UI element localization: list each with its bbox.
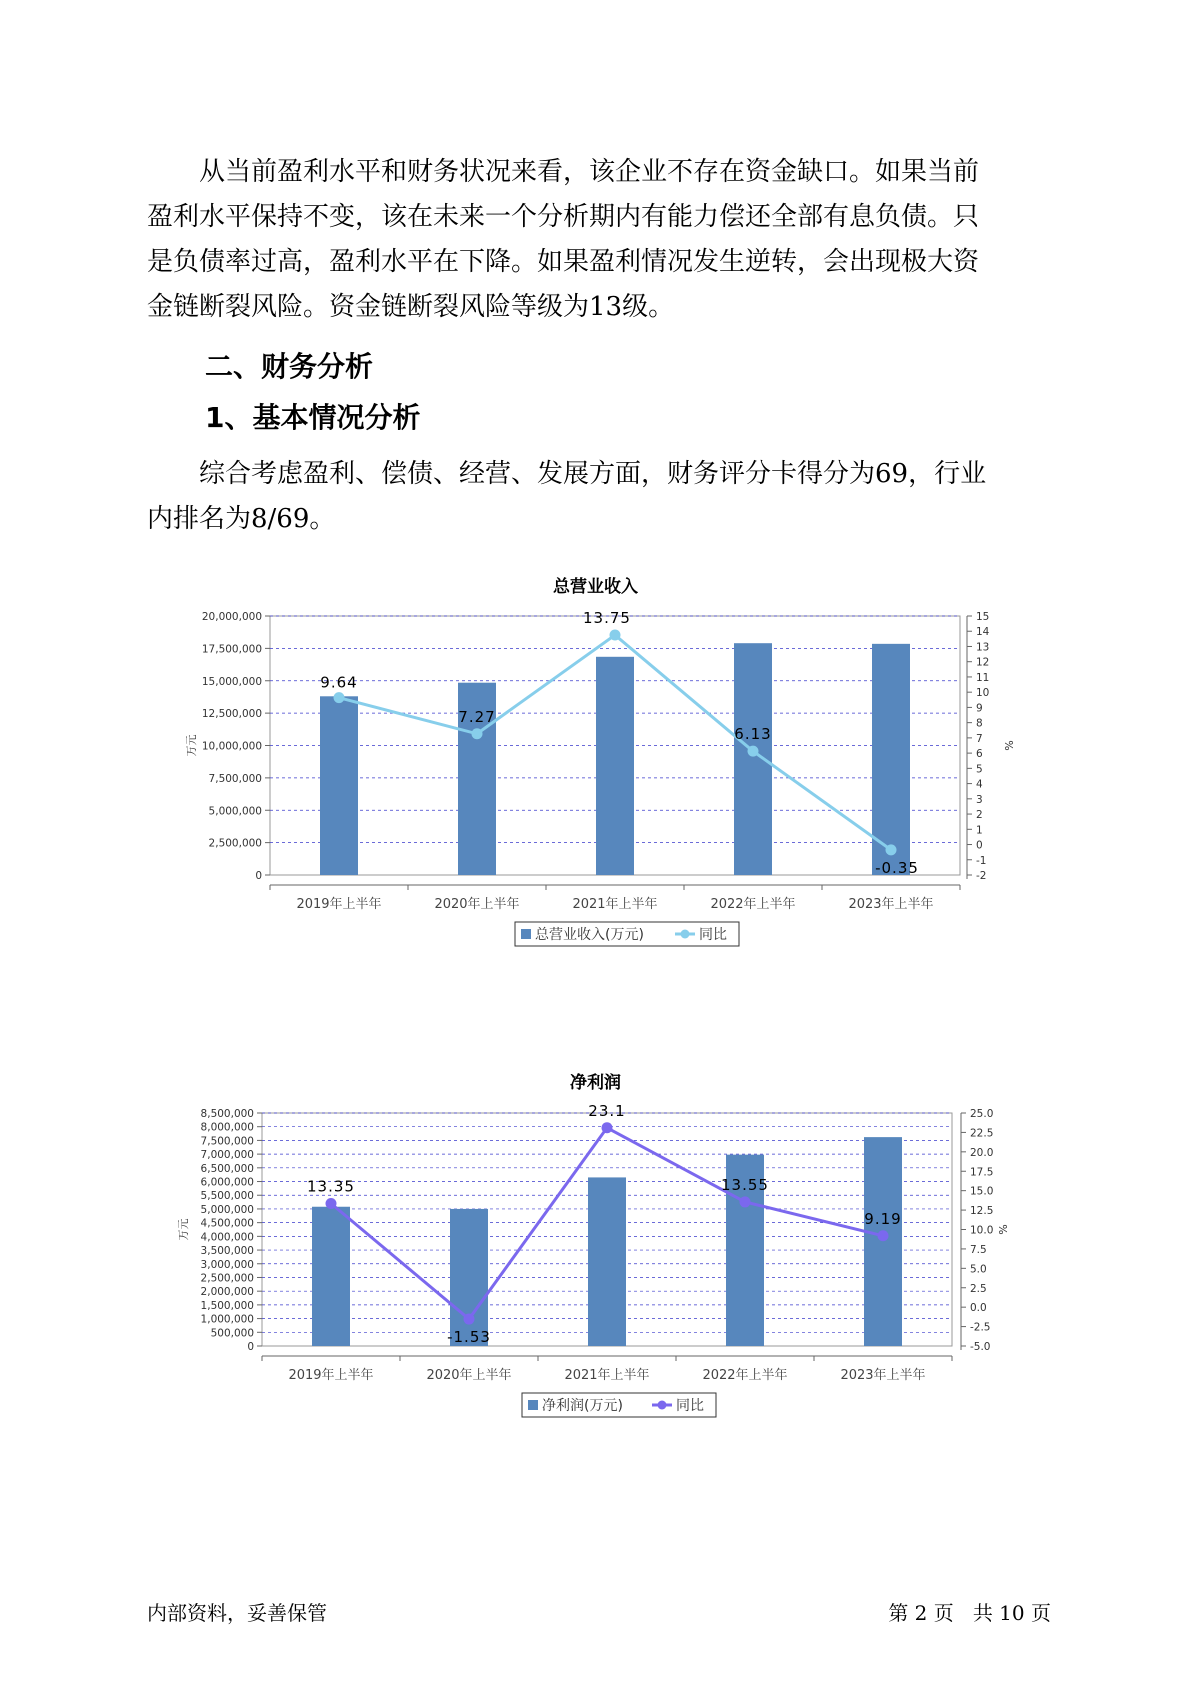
footer-confidential: 内部资料，妥善保管 bbox=[147, 1601, 327, 1625]
legend bbox=[522, 1393, 716, 1417]
y2-tick-label: 7 bbox=[976, 732, 983, 745]
y-tick-label: 3,500,000 bbox=[200, 1245, 254, 1258]
line-point bbox=[740, 1196, 751, 1207]
x-tick-label: 2021年上半年 bbox=[572, 897, 658, 912]
y2-tick-label: 10.0 bbox=[970, 1224, 994, 1237]
subsection-heading: 1、基本情况分析 bbox=[205, 401, 421, 434]
x-tick-label: 2021年上半年 bbox=[564, 1368, 650, 1383]
legend-label-bar: 总营业收入(万元) bbox=[535, 927, 644, 943]
y2-tick-label: 3 bbox=[976, 793, 983, 806]
y-tick-label: 2,500,000 bbox=[208, 837, 262, 850]
data-label: 9.64 bbox=[320, 673, 358, 692]
y-tick-label: 1,500,000 bbox=[200, 1299, 254, 1312]
y2-tick-label: 9 bbox=[976, 702, 983, 715]
x-tick-label: 2019年上半年 bbox=[296, 897, 382, 912]
y2-tick-label: 0.0 bbox=[970, 1302, 987, 1315]
line-point bbox=[464, 1314, 475, 1325]
y-tick-label: 5,000,000 bbox=[200, 1203, 254, 1216]
data-label: 6.13 bbox=[734, 725, 772, 744]
y-tick-label: 4,500,000 bbox=[200, 1217, 254, 1230]
y2-tick-label: 2 bbox=[976, 809, 983, 822]
y2-axis-title: % bbox=[996, 1224, 1009, 1235]
legend-swatch-point bbox=[681, 930, 690, 939]
y-tick-label: 12,500,000 bbox=[201, 708, 262, 721]
text-line: 综合考虑盈利、偿债、经营、发展方面，财务评分卡得分为69，行业 bbox=[199, 459, 987, 489]
legend bbox=[515, 922, 739, 946]
y-tick-label: 0 bbox=[247, 1341, 254, 1353]
x-tick-label: 2020年上半年 bbox=[426, 1368, 512, 1383]
y-tick-label: 2,500,000 bbox=[200, 1272, 254, 1285]
bar bbox=[864, 1137, 902, 1346]
y2-tick-label: 20.0 bbox=[970, 1146, 994, 1159]
line-point bbox=[326, 1198, 337, 1209]
text-line: 是负债率过高，盈利水平在下降。如果盈利情况发生逆转，会出现极大资 bbox=[147, 247, 980, 277]
y-tick-label: 15,000,000 bbox=[201, 675, 262, 688]
y2-tick-label: 15.0 bbox=[970, 1185, 994, 1198]
data-label: 7.27 bbox=[458, 707, 496, 726]
y-tick-label: 3,000,000 bbox=[200, 1258, 254, 1271]
x-tick-label: 2023年上半年 bbox=[840, 1368, 926, 1383]
bar bbox=[596, 657, 634, 875]
line-point bbox=[472, 728, 483, 739]
x-tick-label: 2022年上半年 bbox=[710, 897, 796, 912]
y-tick-label: 500,000 bbox=[210, 1327, 254, 1340]
y2-tick-label: 0 bbox=[976, 839, 983, 852]
bar bbox=[320, 696, 358, 875]
y2-tick-label: -1 bbox=[976, 854, 987, 867]
y2-tick-label: -5.0 bbox=[970, 1341, 991, 1353]
line-point bbox=[602, 1122, 613, 1133]
y2-tick-label: 6 bbox=[976, 748, 983, 761]
y2-tick-label: 15 bbox=[976, 611, 990, 623]
chart-title-revenue: 总营业收入 bbox=[553, 577, 638, 597]
line-point bbox=[610, 630, 621, 641]
y-axis-title: 万元 bbox=[185, 734, 198, 757]
y-tick-label: 8,000,000 bbox=[200, 1121, 254, 1134]
y2-tick-label: 2.5 bbox=[970, 1282, 987, 1295]
data-label: -0.35 bbox=[875, 858, 919, 877]
y-tick-label: 7,500,000 bbox=[200, 1135, 254, 1148]
y-tick-label: 6,000,000 bbox=[200, 1176, 254, 1189]
y-tick-label: 8,500,000 bbox=[200, 1108, 254, 1120]
x-tick-label: 2020年上半年 bbox=[434, 897, 520, 912]
y2-axis-title: % bbox=[1002, 740, 1015, 751]
chart-title-net-profit: 净利润 bbox=[570, 1073, 621, 1093]
y2-tick-label: 8 bbox=[976, 717, 983, 730]
paragraph-risk bbox=[147, 150, 1043, 330]
legend-label-bar: 净利润(万元) bbox=[542, 1398, 623, 1414]
y2-tick-label: 12.5 bbox=[970, 1205, 994, 1218]
line-point bbox=[334, 692, 345, 703]
x-tick-label: 2019年上半年 bbox=[288, 1368, 374, 1383]
line-point bbox=[748, 746, 759, 757]
y-tick-label: 1,000,000 bbox=[200, 1313, 254, 1326]
y2-tick-label: 1 bbox=[976, 824, 983, 837]
text-line: 盈利水平保持不变，该在未来一个分析期内有能力偿还全部有息负债。只 bbox=[147, 202, 980, 232]
text-line: 内排名为8/69。 bbox=[147, 504, 336, 534]
data-label: 13.35 bbox=[307, 1177, 355, 1196]
y2-tick-label: 10 bbox=[976, 687, 990, 700]
y2-tick-label: 7.5 bbox=[970, 1243, 987, 1256]
y2-tick-label: 5 bbox=[976, 763, 983, 776]
y-tick-label: 5,000,000 bbox=[208, 805, 262, 818]
y2-tick-label: 12 bbox=[976, 656, 990, 669]
y-tick-label: 7,000,000 bbox=[200, 1149, 254, 1162]
legend-swatch-bar bbox=[528, 1400, 538, 1410]
line-point bbox=[878, 1230, 889, 1241]
bar bbox=[450, 1209, 488, 1346]
revenue-chart bbox=[170, 600, 1030, 1020]
y-tick-label: 2,000,000 bbox=[200, 1286, 254, 1299]
y2-tick-label: -2 bbox=[976, 870, 987, 882]
y-axis-title: 万元 bbox=[177, 1218, 190, 1241]
footer-page-number: 第 2 页 共 10 页 bbox=[888, 1601, 1051, 1625]
y2-tick-label: 17.5 bbox=[970, 1166, 994, 1179]
y-tick-label: 20,000,000 bbox=[201, 611, 262, 623]
y2-tick-label: 11 bbox=[976, 671, 990, 684]
net-profit-chart bbox=[170, 1098, 1030, 1518]
y-tick-label: 4,000,000 bbox=[200, 1231, 254, 1244]
data-label: 23.1 bbox=[588, 1101, 626, 1120]
y2-tick-label: 14 bbox=[976, 626, 990, 639]
y-tick-label: 6,500,000 bbox=[200, 1162, 254, 1175]
legend-label-line: 同比 bbox=[676, 1398, 704, 1414]
paragraph-score bbox=[147, 452, 1043, 542]
y-tick-label: 7,500,000 bbox=[208, 772, 262, 785]
text-line: 从当前盈利水平和财务状况来看，该企业不存在资金缺口。如果当前 bbox=[199, 157, 980, 187]
legend-swatch-bar bbox=[521, 929, 531, 939]
x-tick-label: 2023年上半年 bbox=[848, 897, 934, 912]
y2-tick-label: 22.5 bbox=[970, 1127, 994, 1140]
y2-tick-label: 4 bbox=[976, 778, 983, 791]
legend-swatch-point bbox=[658, 1401, 667, 1410]
y2-tick-label: 13 bbox=[976, 641, 990, 654]
y-tick-label: 5,500,000 bbox=[200, 1190, 254, 1203]
data-label: 9.19 bbox=[864, 1209, 902, 1228]
y2-tick-label: -2.5 bbox=[970, 1321, 991, 1334]
data-label: 13.55 bbox=[721, 1175, 769, 1194]
y-tick-label: 17,500,000 bbox=[201, 643, 262, 656]
section-heading: 二、财务分析 bbox=[205, 350, 374, 383]
line-point bbox=[886, 844, 897, 855]
text-line: 金链断裂风险。资金链断裂风险等级为13级。 bbox=[147, 292, 675, 322]
x-tick-label: 2022年上半年 bbox=[702, 1368, 788, 1383]
data-label: -1.53 bbox=[447, 1328, 491, 1347]
data-label: 13.75 bbox=[583, 609, 631, 628]
bar bbox=[312, 1207, 350, 1346]
bar bbox=[588, 1177, 626, 1346]
y2-tick-label: 5.0 bbox=[970, 1263, 987, 1276]
legend-label-line: 同比 bbox=[699, 927, 727, 943]
y2-tick-label: 25.0 bbox=[970, 1108, 994, 1120]
y-tick-label: 0 bbox=[255, 870, 262, 882]
y-tick-label: 10,000,000 bbox=[201, 740, 262, 753]
